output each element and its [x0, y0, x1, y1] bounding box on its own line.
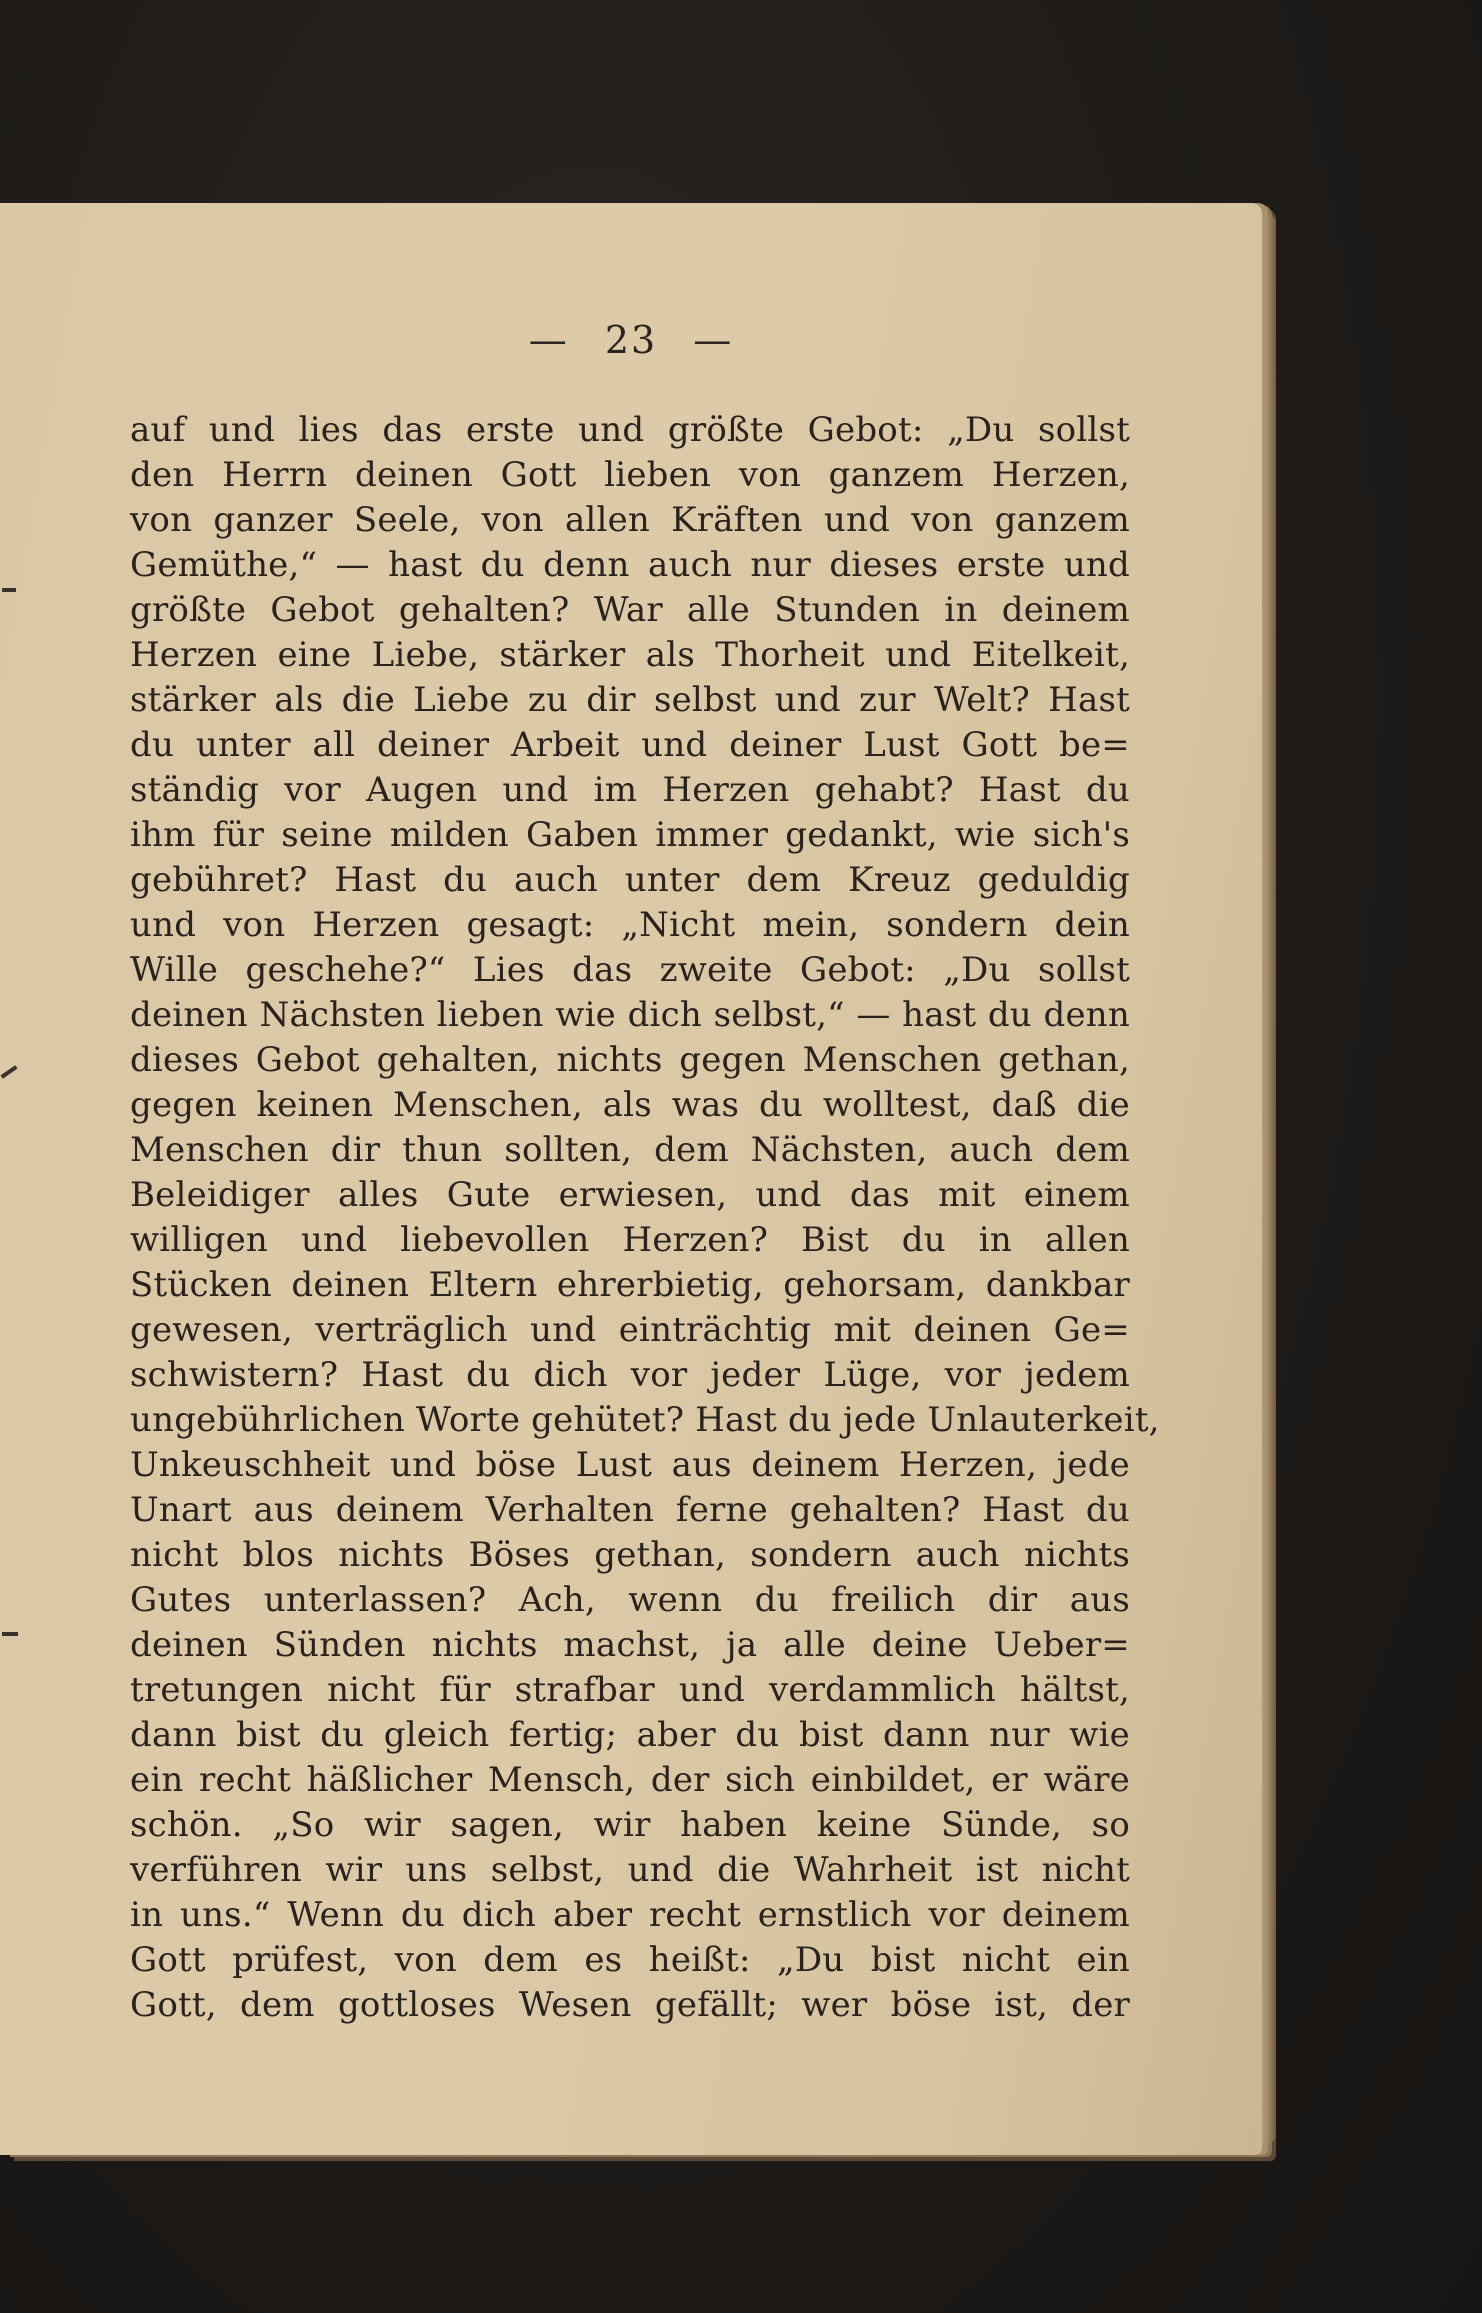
text-line: gegen keinen Menschen, als was du wolltest, daß die [130, 1085, 1130, 1125]
text-line: den Herrn deinen Gott lieben von ganzem Herzen, [130, 455, 1130, 495]
text-line: auf und lies das erste und größte Gebot: „Du sollst [130, 410, 1130, 450]
text-line: ein recht häßlicher Mensch, der sich einbildet, er wäre [130, 1760, 1130, 1800]
text-line: schön. „So wir sagen, wir haben keine Sünde, so [130, 1805, 1130, 1845]
text-line: ständig vor Augen und im Herzen gehabt? Hast du [130, 770, 1130, 810]
text-line: ihm für seine milden Gaben immer gedankt, wie sich's [130, 815, 1130, 855]
page-number-dash-left: — [528, 318, 569, 362]
text-line: dieses Gebot gehalten, nichts gegen Menschen gethan, [130, 1040, 1130, 1080]
text-line: Herzen eine Liebe, stärker als Thorheit und Eitelkeit, [130, 635, 1130, 675]
page-number-dash-right: — [693, 318, 734, 362]
text-line: deinen Nächsten lieben wie dich selbst,“ — hast du denn [130, 995, 1130, 1035]
text-line: Menschen dir thun sollten, dem Nächsten, auch dem [130, 1130, 1130, 1170]
text-line: Gutes unterlassen? Ach, wenn du freilich dir aus [130, 1580, 1130, 1620]
text-line: du unter all deiner Arbeit und deiner Lust Gott be= [130, 725, 1130, 765]
text-line: tretungen nicht für strafbar und verdammlich hältst, [130, 1670, 1130, 1710]
margin-mark [2, 588, 16, 592]
text-line: ungebührlichen Worte gehütet? Hast du jede Unlauterkeit, [130, 1400, 1160, 1440]
text-line: Unkeuschheit und böse Lust aus deinem Herzen, jede [130, 1445, 1130, 1485]
page-number: 23 [604, 318, 658, 362]
text-line: nicht blos nichts Böses gethan, sondern auch nichts [130, 1535, 1130, 1575]
text-line: stärker als die Liebe zu dir selbst und zur Welt? Hast [130, 680, 1130, 720]
text-line: deinen Sünden nichts machst, ja alle deine Ueber= [130, 1625, 1130, 1665]
text-line: schwistern? Hast du dich vor jeder Lüge, vor jedem [130, 1355, 1130, 1395]
text-line: Gott, dem gottloses Wesen gefällt; wer böse ist, der [130, 1985, 1130, 2025]
text-line: gebühret? Hast du auch unter dem Kreuz geduldig [130, 860, 1130, 900]
text-line: Stücken deinen Eltern ehrerbietig, gehorsam, dankbar [130, 1265, 1130, 1305]
body-text [130, 408, 1160, 2028]
text-line: und von Herzen gesagt: „Nicht mein, sondern dein [130, 905, 1130, 945]
text-line: Wille geschehe?“ Lies das zweite Gebot: „Du sollst [130, 950, 1130, 990]
page-edge [1262, 215, 1276, 2143]
text-line: willigen und liebevollen Herzen? Bist du in allen [130, 1220, 1130, 1260]
text-line: von ganzer Seele, von allen Kräften und von ganzem [130, 500, 1130, 540]
text-line: Gott prüfest, von dem es heißt: „Du bist nicht ein [130, 1940, 1130, 1980]
text-line: in uns.“ Wenn du dich aber recht ernstlich vor deinem [130, 1895, 1130, 1935]
text-line: Beleidiger alles Gute erwiesen, und das mit einem [130, 1175, 1130, 1215]
text-line: gewesen, verträglich und einträchtig mit deinen Ge= [130, 1310, 1130, 1350]
page-number-header [0, 318, 1262, 362]
text-line: größte Gebot gehalten? War alle Stunden in deinem [130, 590, 1130, 630]
margin-mark [2, 1632, 18, 1636]
text-line: Unart aus deinem Verhalten ferne gehalten? Hast du [130, 1490, 1130, 1530]
text-line: dann bist du gleich fertig; aber du bist dann nur wie [130, 1715, 1130, 1755]
text-line: Gemüthe,“ — hast du denn auch nur dieses erste und [130, 545, 1130, 585]
text-line: verführen wir uns selbst, und die Wahrheit ist nicht [130, 1850, 1130, 1890]
